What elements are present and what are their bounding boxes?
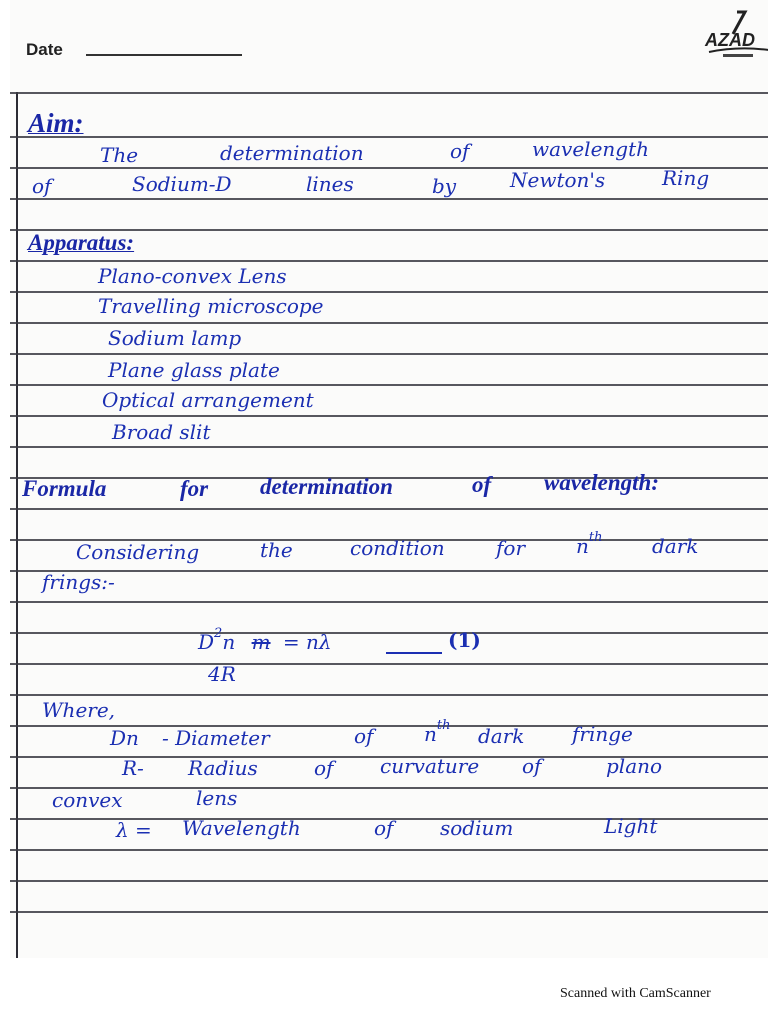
notebook-page xyxy=(10,0,768,958)
formula-heading-word: wavelength: xyxy=(544,470,659,495)
ruled-line xyxy=(10,694,768,696)
ruled-line xyxy=(10,849,768,851)
where-word: lens xyxy=(196,786,238,810)
aim-word: by xyxy=(432,174,457,198)
where-label: Where, xyxy=(42,698,116,722)
where-word: convex xyxy=(52,788,123,812)
where-word: Dn xyxy=(110,726,139,750)
equation-numerator: $D^2n$ m = nλ xyxy=(198,626,332,654)
azad-logo-icon xyxy=(703,10,768,62)
where-word: dark xyxy=(478,724,525,748)
apparatus-item: Travelling microscope xyxy=(98,294,324,318)
aim-word: wavelength xyxy=(532,137,650,161)
ruled-line xyxy=(10,880,768,882)
apparatus-heading: Apparatus: xyxy=(28,230,135,255)
intro-word: $n^{th}$ xyxy=(576,530,603,558)
intro-continuation: frings:- xyxy=(42,570,115,594)
where-word: plano xyxy=(606,754,663,778)
formula-heading-word: for xyxy=(180,476,209,501)
ruled-line xyxy=(10,911,768,913)
formula-heading-word: determination xyxy=(260,474,393,499)
ruled-line xyxy=(10,92,768,94)
ruled-line xyxy=(10,787,768,789)
where-word: $n^{th}$ xyxy=(424,718,451,746)
ruled-line xyxy=(10,508,768,510)
equation-number: (1) xyxy=(448,628,481,652)
where-word: Wavelength xyxy=(182,816,301,840)
where-word: of xyxy=(354,724,374,748)
where-word: R- xyxy=(122,756,144,780)
ruled-line xyxy=(10,198,768,200)
ruled-line xyxy=(10,663,768,665)
equation-dash xyxy=(386,652,442,654)
ruled-line xyxy=(10,632,768,634)
where-word: of xyxy=(374,816,394,840)
formula-heading-word: of xyxy=(472,472,492,497)
apparatus-item: Broad slit xyxy=(112,420,211,444)
where-word: λ = xyxy=(116,818,152,842)
ruled-line xyxy=(10,291,768,293)
ruled-line xyxy=(10,446,768,448)
ruled-line xyxy=(10,601,768,603)
date-label: Date xyxy=(26,40,63,59)
where-word: Light xyxy=(604,814,658,838)
aim-word: Newton's xyxy=(510,168,606,192)
intro-word: condition xyxy=(350,536,445,560)
intro-word: the xyxy=(260,538,293,562)
ruled-line xyxy=(10,260,768,262)
equation-denominator: 4R xyxy=(208,662,236,686)
where-word: - Diameter xyxy=(162,726,270,750)
ruled-line xyxy=(10,570,768,572)
apparatus-item: Plane glass plate xyxy=(108,358,280,382)
margin-line xyxy=(16,92,18,958)
apparatus-item: Sodium lamp xyxy=(108,326,242,350)
where-word: fringe xyxy=(572,722,633,746)
ruled-line xyxy=(10,167,768,169)
apparatus-item: Plano-convex Lens xyxy=(98,264,287,288)
aim-word: lines xyxy=(306,172,354,196)
aim-word: of xyxy=(450,139,470,163)
where-word: of xyxy=(314,756,334,780)
aim-word: of xyxy=(32,174,52,198)
apparatus-item: Optical arrangement xyxy=(102,388,314,412)
scanner-watermark: Scanned with CamScanner xyxy=(560,986,711,1001)
formula-heading-word: Formula xyxy=(22,476,107,501)
where-word: of xyxy=(522,754,542,778)
ruled-line xyxy=(10,322,768,324)
aim-word: Sodium-D xyxy=(132,172,232,196)
aim-word: Ring xyxy=(662,166,710,190)
aim-heading: Aim: xyxy=(28,108,84,138)
date-blank-line xyxy=(86,54,242,56)
where-word: curvature xyxy=(380,754,480,778)
intro-word: Considering xyxy=(76,540,200,564)
where-word: sodium xyxy=(440,816,514,840)
svg-text:AZAD: AZAD xyxy=(705,30,755,50)
intro-word: dark xyxy=(652,534,699,558)
struck-symbol: m xyxy=(251,630,271,654)
aim-word: The xyxy=(100,143,139,167)
aim-word: determination xyxy=(220,141,364,165)
ruled-line xyxy=(10,136,768,138)
where-word: Radius xyxy=(188,756,258,780)
intro-word: for xyxy=(496,536,526,560)
ruled-line xyxy=(10,353,768,355)
ruled-line xyxy=(10,415,768,417)
ruled-line xyxy=(10,384,768,386)
